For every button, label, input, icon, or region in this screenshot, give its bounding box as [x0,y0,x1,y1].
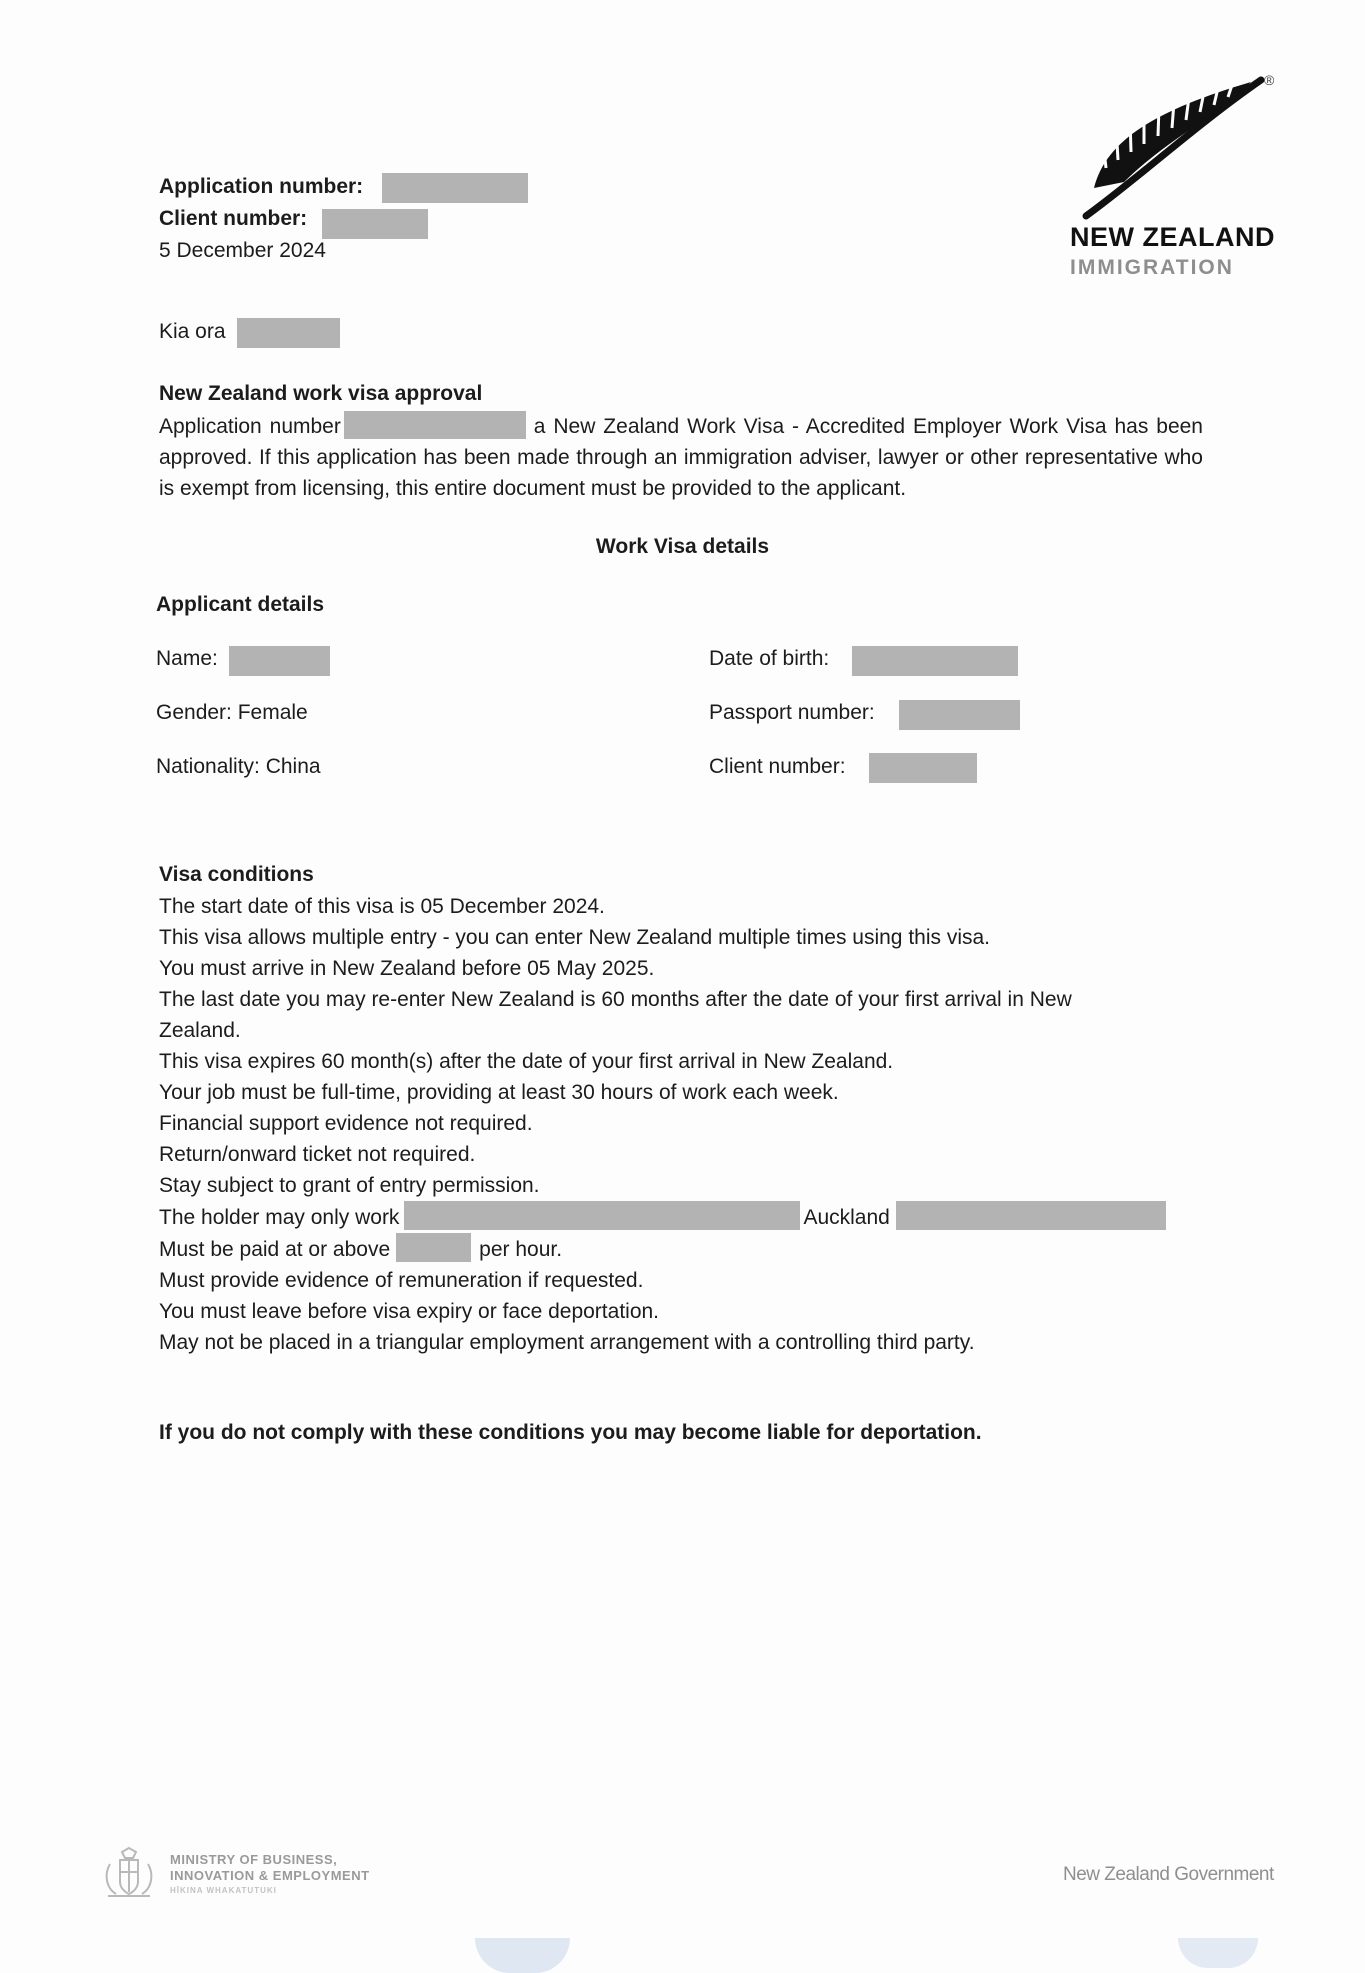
silver-fern-icon [1076,70,1276,220]
condition-line: The start date of this visa is 05 December 2024. [159,895,605,918]
approval-heading: New Zealand work visa approval [159,382,483,405]
bottom-decoration-right [1178,1938,1258,1968]
logo-subtitle: IMMIGRATION [1070,256,1234,279]
client-number-label: Client number: [159,207,308,230]
approval-paragraph [159,411,1203,504]
condition-line: You must leave before visa expiry or face deportation. [159,1300,660,1323]
letter-date: 5 December 2024 [159,239,326,262]
condition-line: May not be placed in a triangular employment arrangement with a controlling third party. [159,1331,975,1354]
approval-para-start: Application number [159,415,341,438]
nz-immigration-logo [1070,70,1290,290]
paid-prefix: Must be paid at or above [159,1238,391,1261]
condition-line: Stay subject to grant of entry permission. [159,1174,540,1197]
redacted-dob [852,646,1018,676]
condition-line: You must arrive in New Zealand before 05 May 2025. [159,957,655,980]
approval-para-rest: a New Zealand Work Visa - Accredited Employer Work Visa has been approved. If this application has been made through an immigration adviser, lawyer or other representative who is exempt from licensing, this entire document must be provided to the applicant. [159,415,1203,500]
deportation-warning: If you do not comply with these conditions you may become liable for deportation. [159,1421,982,1444]
redacted-greeting-name [237,318,340,348]
visa-conditions-heading: Visa conditions [159,863,314,886]
redacted-client-number [322,209,428,239]
condition-line: This visa allows multiple entry - you can enter New Zealand multiple times using this visa. [159,926,991,949]
bottom-decoration-left [475,1938,570,1973]
condition-line: The last date you may re-enter New Zealand is 60 months after the date of your first arrival in New [159,988,1072,1011]
condition-line: Zealand. [159,1019,241,1042]
passport-label: Passport number: [709,701,875,724]
work-city: Auckland [803,1206,890,1229]
redacted-name [229,646,330,676]
redacted-application-number [382,173,528,203]
registered-mark: ® [1264,72,1275,88]
nz-government-wordmark: New Zealand Government [1063,1864,1274,1885]
application-number-label: Application number: [159,175,364,198]
nationality: Nationality: China [156,755,321,778]
redacted-approval-application-number [344,411,526,439]
mbie-line3: HĪKINA WHAKATUTUKI [170,1886,277,1895]
condition-line-pay [159,1233,1166,1265]
condition-line-work [159,1201,1166,1233]
gender: Gender: Female [156,701,308,724]
condition-line: Financial support evidence not required. [159,1112,533,1135]
redacted-client-detail [869,753,977,783]
mbie-line2: INNOVATION & EMPLOYMENT [170,1868,370,1883]
coat-of-arms-icon [100,1846,158,1902]
applicant-details-heading: Applicant details [156,593,325,616]
condition-line: This visa expires 60 month(s) after the date of your first arrival in New Zealand. [159,1050,894,1073]
work-visa-details-title: Work Visa details [595,535,770,558]
work-prefix: The holder may only work [159,1206,400,1229]
condition-line: Must provide evidence of remuneration if requested. [159,1269,644,1292]
logo-title: NEW ZEALAND [1070,222,1275,252]
redacted-passport [899,700,1020,730]
condition-line: Return/onward ticket not required. [159,1143,476,1166]
condition-line: Your job must be full-time, providing at least 30 hours of work each week. [159,1081,839,1104]
redacted-pay-rate [396,1233,471,1262]
redacted-employer [404,1201,800,1230]
dob-label: Date of birth: [709,647,830,670]
greeting: Kia ora [159,320,226,343]
client-number-detail-label: Client number: [709,755,846,778]
paid-suffix: per hour. [479,1238,563,1261]
redacted-work-address [896,1201,1166,1230]
mbie-line1: MINISTRY OF BUSINESS, [170,1852,338,1867]
name-label: Name: [156,647,218,670]
visa-conditions-list [159,891,1166,1358]
